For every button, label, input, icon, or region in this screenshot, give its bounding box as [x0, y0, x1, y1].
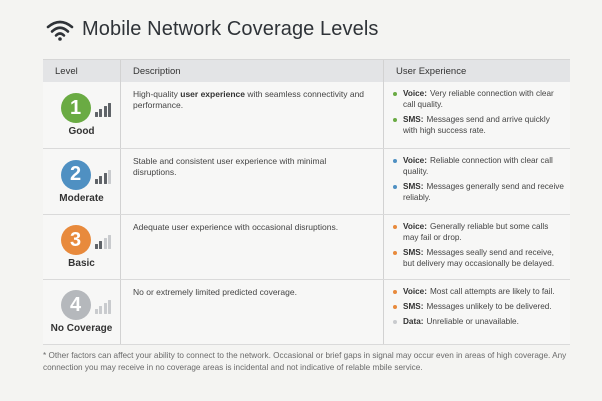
level-badge: 4	[61, 290, 91, 320]
bullet-dot	[393, 159, 397, 163]
ux-cell	[384, 280, 570, 344]
description-text: High-quality	[133, 89, 181, 99]
wifi-icon	[46, 19, 74, 41]
ux-key: Data:	[403, 317, 424, 326]
table-row	[43, 280, 570, 345]
signal-bars-icon	[95, 103, 113, 117]
bullet-dot	[393, 251, 397, 255]
table-header	[43, 60, 570, 82]
level-name: Good	[68, 126, 95, 137]
coverage-table	[43, 59, 570, 345]
page-header	[46, 18, 378, 41]
header-description: Description	[121, 60, 384, 82]
signal-bars-icon	[95, 300, 113, 314]
ux-key: Voice:	[403, 287, 427, 296]
ux-key: Voice:	[403, 156, 427, 165]
bullet-dot	[393, 92, 397, 96]
header-user-experience: User Experience	[396, 65, 467, 77]
ux-key: Voice:	[403, 222, 427, 231]
ux-text: Messages unlikely to be delivered.	[426, 302, 552, 311]
bullet-dot	[393, 305, 397, 309]
ux-text: Very reliable connection with clear call quality.	[403, 89, 554, 109]
ux-item	[393, 221, 564, 243]
signal-bars-icon	[95, 170, 113, 184]
ux-item	[393, 155, 564, 177]
ux-key: SMS:	[403, 302, 424, 311]
description-text: with seamless connectivity and performance.	[133, 89, 365, 110]
ux-key: SMS:	[403, 182, 424, 191]
description-cell: Stable and consistent user experience with minimal disruptions.	[121, 149, 384, 214]
ux-key: Voice:	[403, 89, 427, 98]
ux-item	[393, 316, 564, 327]
table-row	[43, 215, 570, 280]
ux-text: Messages generally send and receive reliably.	[403, 182, 564, 202]
header-level: Level	[43, 60, 121, 82]
ux-cell	[384, 82, 570, 148]
ux-text: Messages send and arrive quickly with high success rate.	[403, 115, 550, 135]
level-name: Moderate	[59, 192, 104, 204]
ux-text: Most call attempts are likely to fail.	[429, 287, 555, 296]
ux-text: Reliable connection with clear call quality.	[403, 156, 553, 176]
footnote: * Other factors can affect your ability to connect to the network. Occasional or brief gaps in signal may occur even in areas of high coverage. Any connection you may receive in no coverage areas is incidental and not indicative of relable mbile service.	[43, 351, 567, 372]
ux-key: SMS:	[403, 248, 424, 257]
ux-item	[393, 301, 564, 312]
signal-bars-icon	[95, 235, 113, 249]
bullet-dot	[393, 118, 397, 122]
level-cell	[43, 82, 121, 148]
level-name: Basic	[68, 258, 95, 269]
description-bold: user experience	[180, 89, 245, 99]
ux-text: Unreliable or unavailable.	[426, 317, 519, 326]
level-cell	[43, 149, 121, 214]
ux-text: Generally reliable but some calls may fail or drop.	[403, 222, 549, 242]
description-cell	[121, 82, 384, 148]
ux-cell	[384, 215, 570, 279]
level-name: No Coverage	[50, 323, 113, 334]
table-row	[43, 149, 570, 215]
level-cell	[43, 215, 121, 279]
bullet-dot	[393, 225, 397, 229]
ux-item	[393, 114, 564, 136]
ux-item	[393, 247, 564, 269]
description-cell: Adequate user experience with occasional disruptions.	[121, 215, 384, 279]
description-cell: No or extremely limited predicted coverage.	[121, 280, 384, 344]
ux-item	[393, 181, 564, 203]
ux-key: SMS:	[403, 115, 424, 124]
page-title: Mobile Network Coverage Levels	[82, 18, 379, 40]
level-badge: 2	[61, 160, 91, 190]
bullet-dot	[393, 290, 397, 294]
level-badge: 3	[61, 225, 91, 255]
ux-item	[393, 88, 564, 110]
table-row	[43, 82, 570, 149]
ux-text: Messages seally send and receive, but delivery may occasionally be delayed.	[403, 248, 555, 268]
ux-item	[393, 286, 564, 297]
level-cell	[43, 280, 121, 344]
ux-cell	[384, 149, 570, 214]
bullet-dot	[393, 320, 397, 324]
level-badge: 1	[61, 93, 91, 123]
bullet-dot	[393, 185, 397, 189]
